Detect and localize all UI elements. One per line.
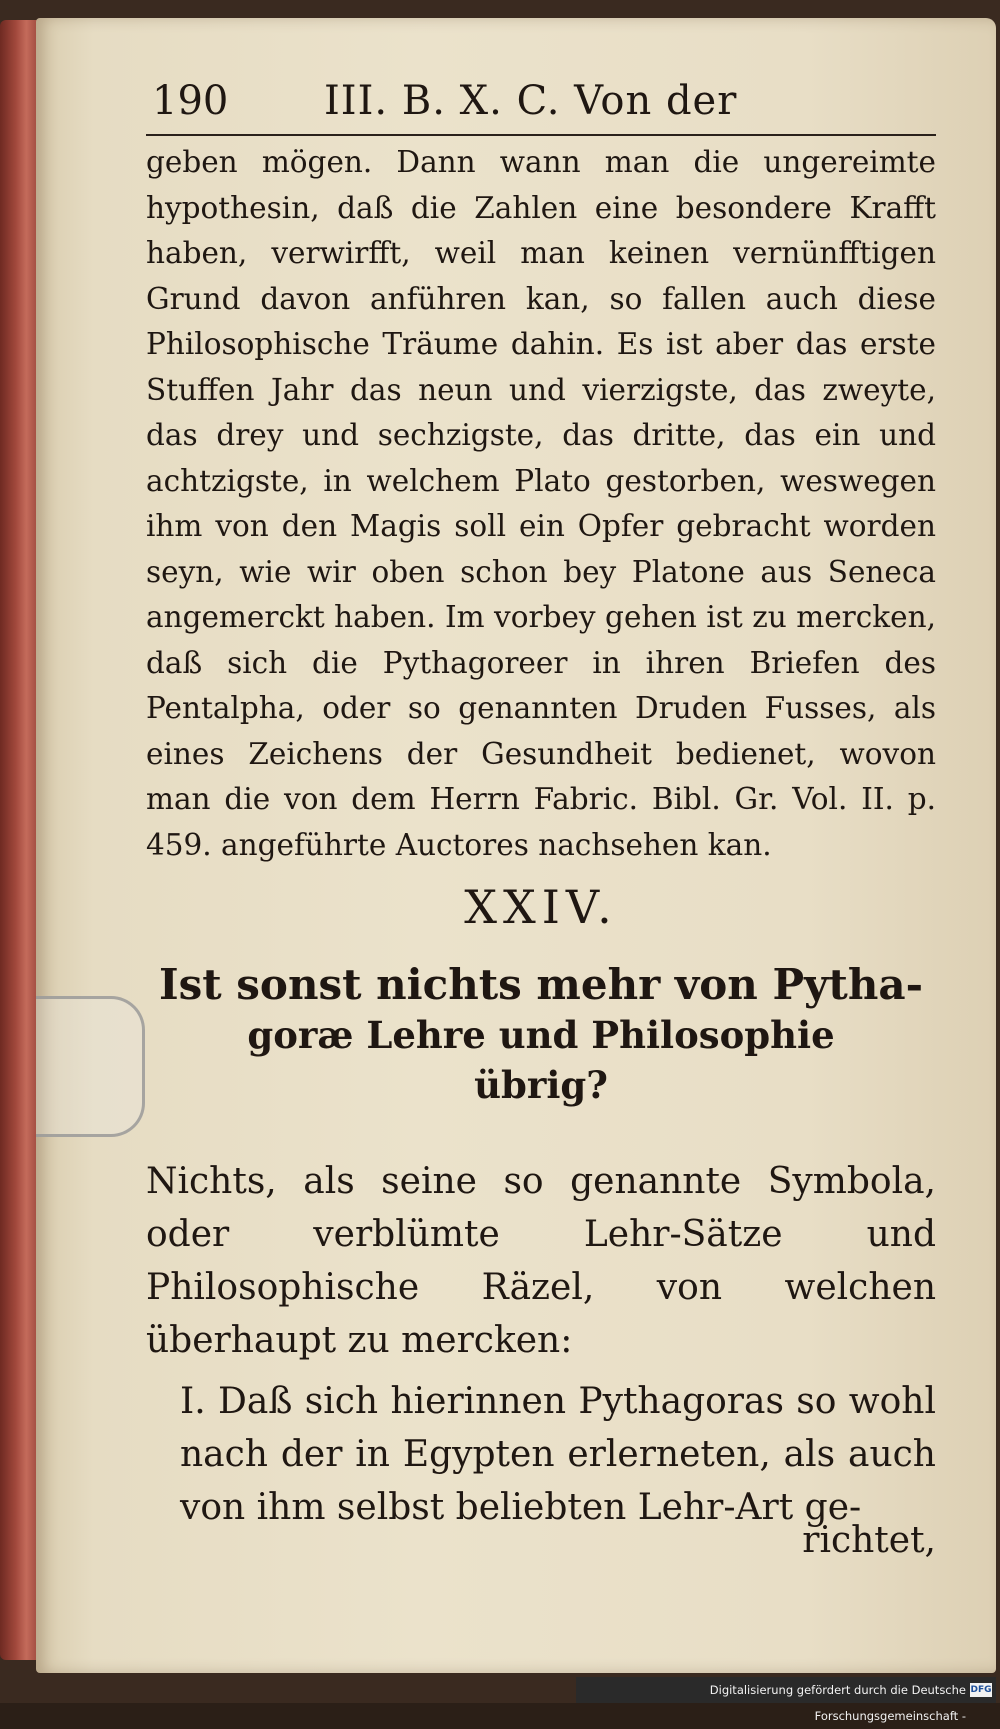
dfg-logo: DFG	[970, 1685, 992, 1695]
footer-credit: Digitalisierung gefördert durch die Deutsche Forschungsgemeinschaft -	[709, 1683, 966, 1723]
heading-line-3: übrig?	[474, 1063, 608, 1107]
heading-line-1: Ist sonst nichts mehr von Pytha-	[158, 960, 924, 1009]
running-head	[146, 78, 936, 136]
paragraph-3	[146, 1375, 936, 1534]
paragraph-1: geben mögen. Dann wann man die ungereimte hypothesin, daß die Zahlen eine besondere Krafft haben, verwirfft, weil man keinen vernünfftigen Grund davon anführen kan, so fallen auch diese Philosophische Träume dahin. Es ist aber das erste Stuffen Jahr das neun und vierzigste, das zweyte, das drey und sechzigste, das dritte, das ein und achtzigste, in welchem Plato gestorben, weswegen ihm von den Magis soll ein Opfer gebracht worden seyn, wie wir oben schon bey Platone aus Seneca angemerckt haben. Im vorbey gehen ist zu mercken, daß sich die Pythagoreer in ihren Briefen des Pentalpha, oder so genannten Druden Fusses, als eines Zeichens der Gesundheit bedienet, wovon man die von dem Herrn Fabric. Bibl. Gr. Vol. II. p. 459. angeführte Auctores nachsehen kan.	[146, 145, 936, 862]
paragraph-2: Nichts, als seine so genannte Symbola, oder verblümte Lehr-Sätze und Philosophische Räzel, von welchen überhaupt zu mercken:	[146, 1161, 936, 1361]
catchword: richtet,	[802, 1520, 936, 1561]
heading-line-2: goræ Lehre und Philosophie	[247, 1013, 835, 1057]
section-number: XXIV.	[464, 880, 618, 934]
page-clip	[36, 996, 145, 1137]
digitization-footer	[576, 1677, 996, 1723]
page-number: 190	[152, 78, 229, 124]
running-title: III. B. X. C. Von der	[324, 78, 738, 124]
paragraph-3-text: I. Daß sich hierinnen Pythagoras so wohl nach der in Egypten erlerneten, als auch von ihm selbst beliebten Lehr-Art ge-	[180, 1381, 936, 1528]
section-heading	[146, 960, 936, 1110]
